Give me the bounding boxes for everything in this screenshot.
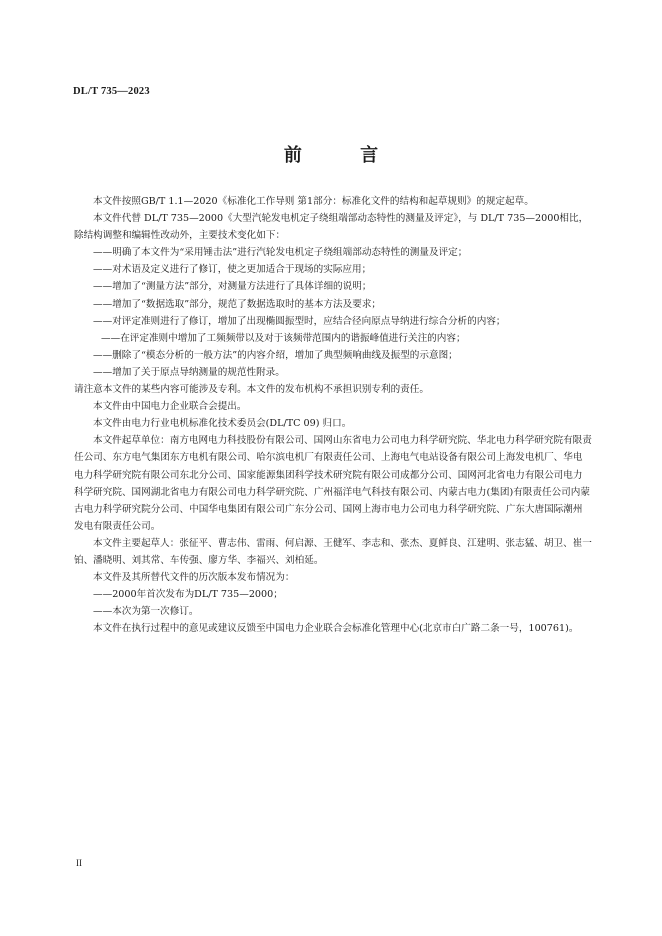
page-number: II: [76, 858, 82, 868]
feedback-note: 本文件在执行过程中的意见或建议反馈至中国电力企业联合会标准化管理中心(北京市白广路二条一号，100761)。: [93, 623, 579, 635]
change-item: ——增加了“测量方法”部分，对测量方法进行了具体详细的说明；: [93, 281, 372, 293]
change-item: ——在评定准则中增加了工频频带以及对于该频带范围内的谐振峰值进行关注的内容；: [101, 332, 466, 344]
paragraph-replacement: 本文件代替 DL/T 735—2000《大型汽轮发电机定子绕组端部动态特性的测量及评定》，与 DL/T 735—2000相比，除结构调整和编辑性改动外，主要技术变化如下：: [74, 213, 589, 242]
history-intro: 本文件及其所替代文件的历次版本发布情况为：: [93, 572, 295, 584]
change-item: ——对术语及定义进行了修订，使之更加适合于现场的实际应用；: [93, 264, 372, 276]
history-item: ——2000年首次发布为DL/T 735—2000；: [93, 589, 283, 601]
drafting-units: 本文件起草单位：南方电网电力科技股份有限公司、国网山东省电力公司电力科学研究院、华北电力科学研究院有限责任公司、东方电气集团东方电机有限公司、哈尔滨电机厂有限责任公司、上海电气电站设备有限公司上海发电机厂、华电电力科学研究院有限公司东北分公司、国家能源集团科学技术研究院有限公司成都分公司、国网河北省电力有限公司电力科学研究院、国网湖北省电力有限公司电力科学研究院、广州福洋电气科技有限公司、内蒙古电力(集团)有限责任公司内蒙古电力科学研究院分公司、中国华电集团有限公司广东分公司、国网上海市电力公司电力科学研究院、广东大唐国际潮州发电有限责任公司。: [74, 435, 592, 532]
paragraph-drafting-rules: 本文件按照GB/T 1.1—2020《标准化工作导则 第1部分：标准化文件的结构和起草规则》的规定起草。: [93, 196, 534, 207]
change-item: ——删除了“模态分析的一般方法”的内容介绍，增加了典型频响曲线及振型的示意图；: [93, 349, 458, 361]
page-title: 前 言: [283, 145, 405, 166]
change-item: ——对评定准则进行了修订，增加了出现椭圆振型时，应结合径向原点导纳进行综合分析的内容；: [93, 315, 506, 327]
proposer-note: 本文件由中国电力企业联合会提出。: [93, 401, 247, 413]
change-item: ——明确了本文件为“采用锤击法”进行汽轮发电机定子绕组端部动态特性的测量及评定；: [93, 247, 468, 259]
committee-note: 本文件由电力行业电机标准化技术委员会(DL/TC 09) 归口。: [93, 418, 352, 430]
drafters: 本文件主要起草人：张征平、曹志伟、雷雨、何启源、王健军、李志和、张杰、夏鲜良、江建明、张志猛、胡卫、崔一铂、潘晓明、刘其常、车传强、廖方华、李福兴、刘柏延。: [74, 537, 592, 566]
change-item: ——增加了“数据选取”部分，规范了数据选取时的基本方法及要求；: [93, 298, 382, 310]
document-body: [74, 193, 592, 637]
patent-notice: 请注意本文件的某些内容可能涉及专利。本文件的发布机构不承担识别专利的责任。: [74, 384, 429, 396]
change-item: ——增加了关于原点导纳测量的规范性附录。: [93, 366, 285, 378]
standard-code: DL/T 735—2023: [73, 86, 150, 97]
history-item: ——本次为第一次修订。: [93, 606, 199, 618]
